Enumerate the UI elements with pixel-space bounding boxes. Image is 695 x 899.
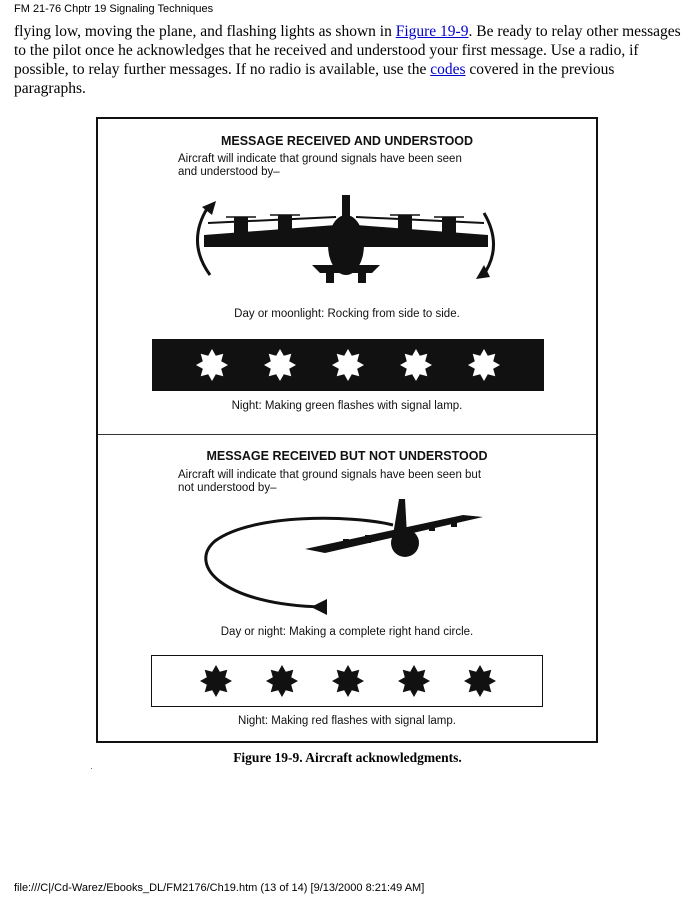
paragraph-text-2: . Be ready to relay other messages to the pilot once he acknowledges that he received and understood your first message. Use a radio, if possible, to relay further messages. If no radio is available, use the <box>14 23 681 78</box>
section2-day-caption: Day or night: Making a complete right hand circle. <box>220 626 474 638</box>
section2-desc-line1: Aircraft will indicate that ground signals have been seen but <box>178 469 482 481</box>
codes-link[interactable]: codes <box>430 61 466 78</box>
green-flash-stars <box>152 339 544 391</box>
page-header: FM 21-76 Chptr 19 Signaling Techniques <box>14 3 214 15</box>
figure-divider <box>98 434 596 435</box>
flash-star-icon <box>196 349 228 381</box>
red-flashes-strip <box>151 655 543 707</box>
body-paragraph <box>14 22 686 98</box>
circling-aircraft-illustration <box>193 495 493 617</box>
figure-19-9 <box>96 117 598 743</box>
section2-description <box>178 469 481 495</box>
flash-star-icon <box>264 349 296 381</box>
paragraph-text-3: covered in the previous paragraphs. <box>14 61 615 97</box>
section1-description <box>178 153 462 179</box>
section1-night-caption: Night: Making green flashes with signal lamp. <box>231 400 463 412</box>
section1-desc-line2: and understood by– <box>178 166 280 178</box>
flash-star-icon <box>332 349 364 381</box>
section1-desc-line1: Aircraft will indicate that ground signals have been seen <box>178 153 462 165</box>
figure-caption: Figure 19-9. Aircraft acknowledgments. <box>233 750 462 765</box>
green-flashes-strip <box>152 339 544 391</box>
flash-star-icon <box>266 665 298 697</box>
rocking-aircraft-illustration <box>186 187 506 287</box>
flash-star-icon <box>332 665 364 697</box>
page-footer: file:///C|/Cd-Warez/Ebooks_DL/FM2176/Ch19.htm (13 of 14) [9/13/2000 8:21:49 AM] <box>14 882 425 894</box>
flash-star-icon <box>468 349 500 381</box>
flash-star-icon <box>464 665 496 697</box>
red-flash-stars <box>152 656 541 705</box>
figure-19-9-link[interactable]: Figure 19-9 <box>395 23 469 40</box>
paragraph-text-1: flying low, moving the plane, and flashing lights as shown in <box>14 23 396 40</box>
flash-star-icon <box>398 665 430 697</box>
section2-heading: MESSAGE RECEIVED BUT NOT UNDERSTOOD <box>206 449 488 463</box>
flash-star-icon <box>400 349 432 381</box>
section1-day-caption: Day or moonlight: Rocking from side to side. <box>234 308 460 320</box>
stray-dot <box>91 768 92 769</box>
flash-star-icon <box>200 665 232 697</box>
section1-heading: MESSAGE RECEIVED AND UNDERSTOOD <box>220 134 474 148</box>
section2-desc-line2: not understood by– <box>178 482 277 494</box>
section2-night-caption: Night: Making red flashes with signal lamp. <box>238 715 456 727</box>
